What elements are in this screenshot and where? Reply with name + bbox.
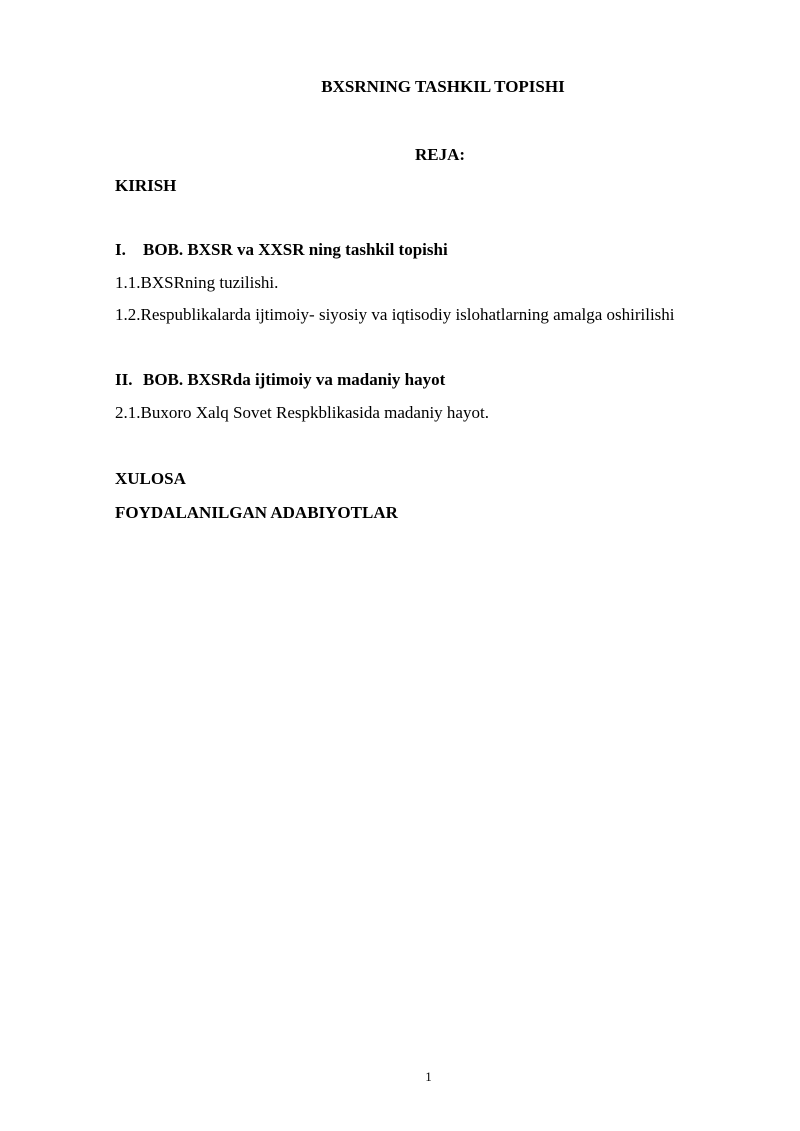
introduction-heading: KIRISH: [115, 176, 177, 195]
chapter-2-heading: [115, 370, 445, 390]
chapter-2-number: II.: [115, 370, 133, 389]
chapter-1-number: I.: [115, 240, 126, 259]
chapter-1-title: BOB. BXSR va XXSR ning tashkil topishi: [143, 240, 448, 259]
references-heading: FOYDALANILGAN ADABIYOTLAR: [115, 503, 398, 522]
chapter-1-heading: [115, 240, 448, 260]
document-title: BXSRNING TASHKIL TOPISHI: [321, 77, 565, 96]
section-2-1: 2.1.Buxoro Xalq Sovet Respkblikasida madaniy hayot.: [115, 403, 489, 422]
chapter-2-title: BOB. BXSRda ijtimoiy va madaniy hayot: [143, 370, 446, 389]
conclusion-heading: XULOSA: [115, 469, 186, 488]
page-number: 1: [425, 1069, 432, 1084]
section-1-2: 1.2.Respublikalarda ijtimoiy- siyosiy va iqtisodiy islohatlarning amalga oshirilishi: [115, 305, 675, 324]
plan-heading: REJA:: [415, 145, 466, 164]
section-1-1: 1.1.BXSRning tuzilishi.: [115, 273, 279, 292]
